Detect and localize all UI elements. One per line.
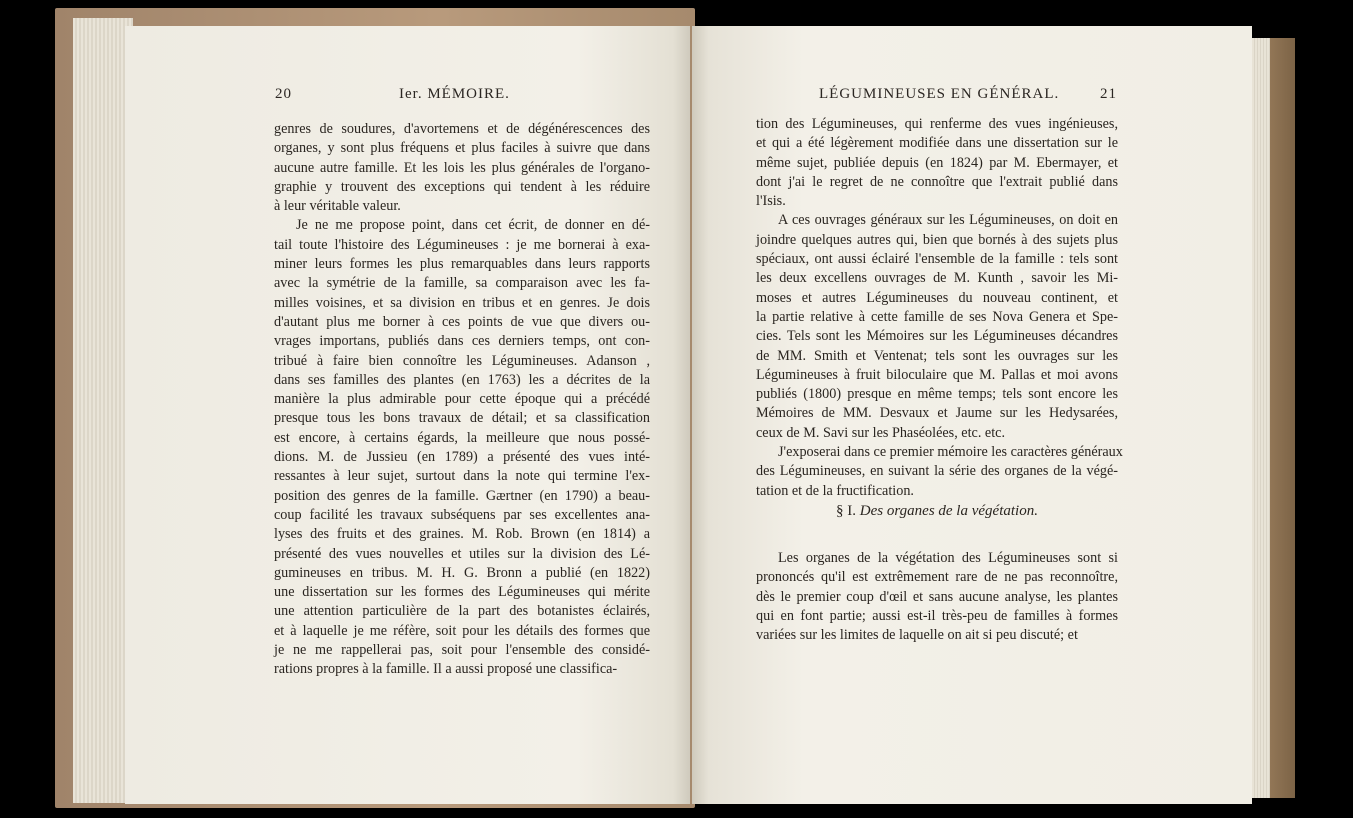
section-number: § I. xyxy=(836,503,857,519)
text-line: de MM. Smith et Ventenat; tels sont les ouvrages sur les xyxy=(756,347,1118,364)
text-line: rations propres à la famille. Il a aussi proposé une classifica- xyxy=(274,661,618,678)
text-line: variées sur les limites de laquelle on ait si peu discuté; et xyxy=(756,627,1078,644)
text-line: manière la plus admirable pour cette époque qui a précédé xyxy=(274,391,650,408)
text-line: lyses des fruits et des graines. M. Rob. Brown (en 1814) a xyxy=(274,526,650,543)
text-line: dans ses familles des plantes (en 1763) les a décrites de la xyxy=(274,371,650,388)
text-line: Les organes de la végétation des Légumineuses sont si xyxy=(778,550,1118,566)
right-page-body-part2 xyxy=(756,549,1118,645)
text-line: dions. M. de Jussieu (en 1789) a présenté des vues inté- xyxy=(274,449,650,466)
text-line: genres de soudures, d'avortemens et de dégénérescences des xyxy=(274,121,650,137)
text-line: une dissertation sur les formes des Légumineuses qui mérite xyxy=(274,584,650,601)
text-line: aucune autre famille. Et les lois les plus générales de l'organo- xyxy=(274,159,650,176)
section-title xyxy=(756,503,1118,520)
text-line: Mémoires de MM. Desvaux et Jaume sur les Hedysarées, xyxy=(756,405,1118,422)
text-line: milles voisines, et sa division en tribus et en genres. Je dois xyxy=(274,294,650,311)
text-line: tail toute l'histoire des Légumineuses : je me bornerai à exa- xyxy=(274,236,650,253)
text-line: organes, y sont plus fréquens et plus faciles à suivre que dans xyxy=(274,140,650,157)
text-line: presque tous les bons travaux de détail; et sa classification xyxy=(274,410,650,427)
text-line: ceux de M. Savi sur les Phaséolées, etc. etc. xyxy=(756,424,1005,441)
left-page-number: 20 xyxy=(275,86,292,102)
text-line: est encore, à certains égards, la meilleure que nous possé- xyxy=(274,429,650,446)
text-line: miner leurs formes les plus remarquables dans leurs rapports xyxy=(274,256,650,273)
text-line: et à laquelle je me réfère, soit pour les détails des formes que xyxy=(274,622,650,639)
text-line: graphie y trouvent des exceptions qui tendent à les réduire xyxy=(274,178,650,195)
text-line: des Légumineuses, en suivant la série des organes de la végé- xyxy=(756,463,1118,480)
text-line: tation et de la fructification. xyxy=(756,482,914,499)
right-page-number: 21 xyxy=(1100,86,1117,102)
text-line: Légumineuses à fruit biloculaire que M. Pallas et moi avons xyxy=(756,366,1118,383)
text-line: qui en font partie; aussi est-il très-peu de familles à formes xyxy=(756,607,1118,624)
right-running-head: LÉGUMINEUSES EN GÉNÉRAL. xyxy=(819,86,1060,102)
page-edges-left xyxy=(73,18,133,803)
text-line: une attention particulière de la part des botanistes éclairés, xyxy=(274,603,650,620)
left-page-body xyxy=(274,120,650,680)
text-line: moses et autres Légumineuses du nouveau continent, et xyxy=(756,289,1118,306)
text-line: A ces ouvrages généraux sur les Légumineuses, on doit en xyxy=(778,212,1118,229)
text-line: présenté des vues nouvelles et utiles sur la division des Lé- xyxy=(274,545,650,562)
text-line: spéciaux, ont aussi éclairé l'ensemble de la famille : tels sont xyxy=(756,251,1118,268)
text-line: je ne me rappellerai pas, soit pour l'ensemble des considé- xyxy=(274,642,650,659)
text-line: vrages importans, publiés dans ces derniers temps, ont con- xyxy=(274,333,650,350)
text-line: gumineuses en tribus. M. H. G. Bronn a publié (en 1822) xyxy=(274,564,650,581)
text-line: Je ne me propose point, dans cet écrit, de donner en dé- xyxy=(296,217,650,234)
text-line: ressantes à leur sujet, surtout dans la note qui termine l'ex- xyxy=(274,468,650,485)
text-line: tion des Légumineuses, qui renferme des vues ingénieuses, xyxy=(756,116,1118,132)
text-line: prononcés qu'il est extrêmement rare de ne pas reconnoître, xyxy=(756,569,1118,586)
text-line: à leur véritable valeur. xyxy=(274,198,401,215)
text-line: joindre quelques autres qui, bien que bornés à des sujets plus xyxy=(756,231,1118,248)
text-line: coup facilité les travaux subséquens par ses excellentes ana- xyxy=(274,506,650,523)
text-line: dont j'ai le regret de ne connoître que l'extrait publié dans xyxy=(756,173,1118,190)
text-line: avec la symétrie de la famille, sa comparaison avec les fa- xyxy=(274,275,650,292)
text-line: l'Isis. xyxy=(756,193,786,210)
text-line: les deux excellens ouvrages de M. Kunth , savoir les Mi- xyxy=(756,270,1118,287)
text-line: d'autant plus me borner à ces points de vue que divers ou- xyxy=(274,313,650,330)
text-line: cies. Tels sont les Mémoires sur les Légumineuses décandres xyxy=(756,328,1118,345)
text-line: et qui a été légèrement modifiée dans une dissertation sur le xyxy=(756,135,1118,152)
text-line: publiés (1800) presque en même temps; tels sont encore les xyxy=(756,386,1118,403)
text-line: J'exposerai dans ce premier mémoire les caractères généraux xyxy=(778,444,1123,461)
text-line: même sujet, publiée depuis (en 1824) par M. Ebermayer, et xyxy=(756,154,1118,171)
right-page-body-part1 xyxy=(756,115,1123,501)
left-running-head: Ier. MÉMOIRE. xyxy=(399,86,510,102)
text-line: position des genres de la famille. Gærtner (en 1790) a beau- xyxy=(274,487,650,504)
section-title-text: Des organes de la végétation. xyxy=(859,503,1038,519)
text-line: la partie relative à cette famille de ses Nova Genera et Spe- xyxy=(756,308,1118,325)
page-edges-right xyxy=(1252,38,1270,798)
text-line: tribué à faire bien connoître les Légumineuses. Adanson , xyxy=(274,352,650,369)
left-page-header xyxy=(275,86,650,103)
text-line: dès le premier coup d'œil et sans aucune analyse, les plantes xyxy=(756,588,1118,605)
